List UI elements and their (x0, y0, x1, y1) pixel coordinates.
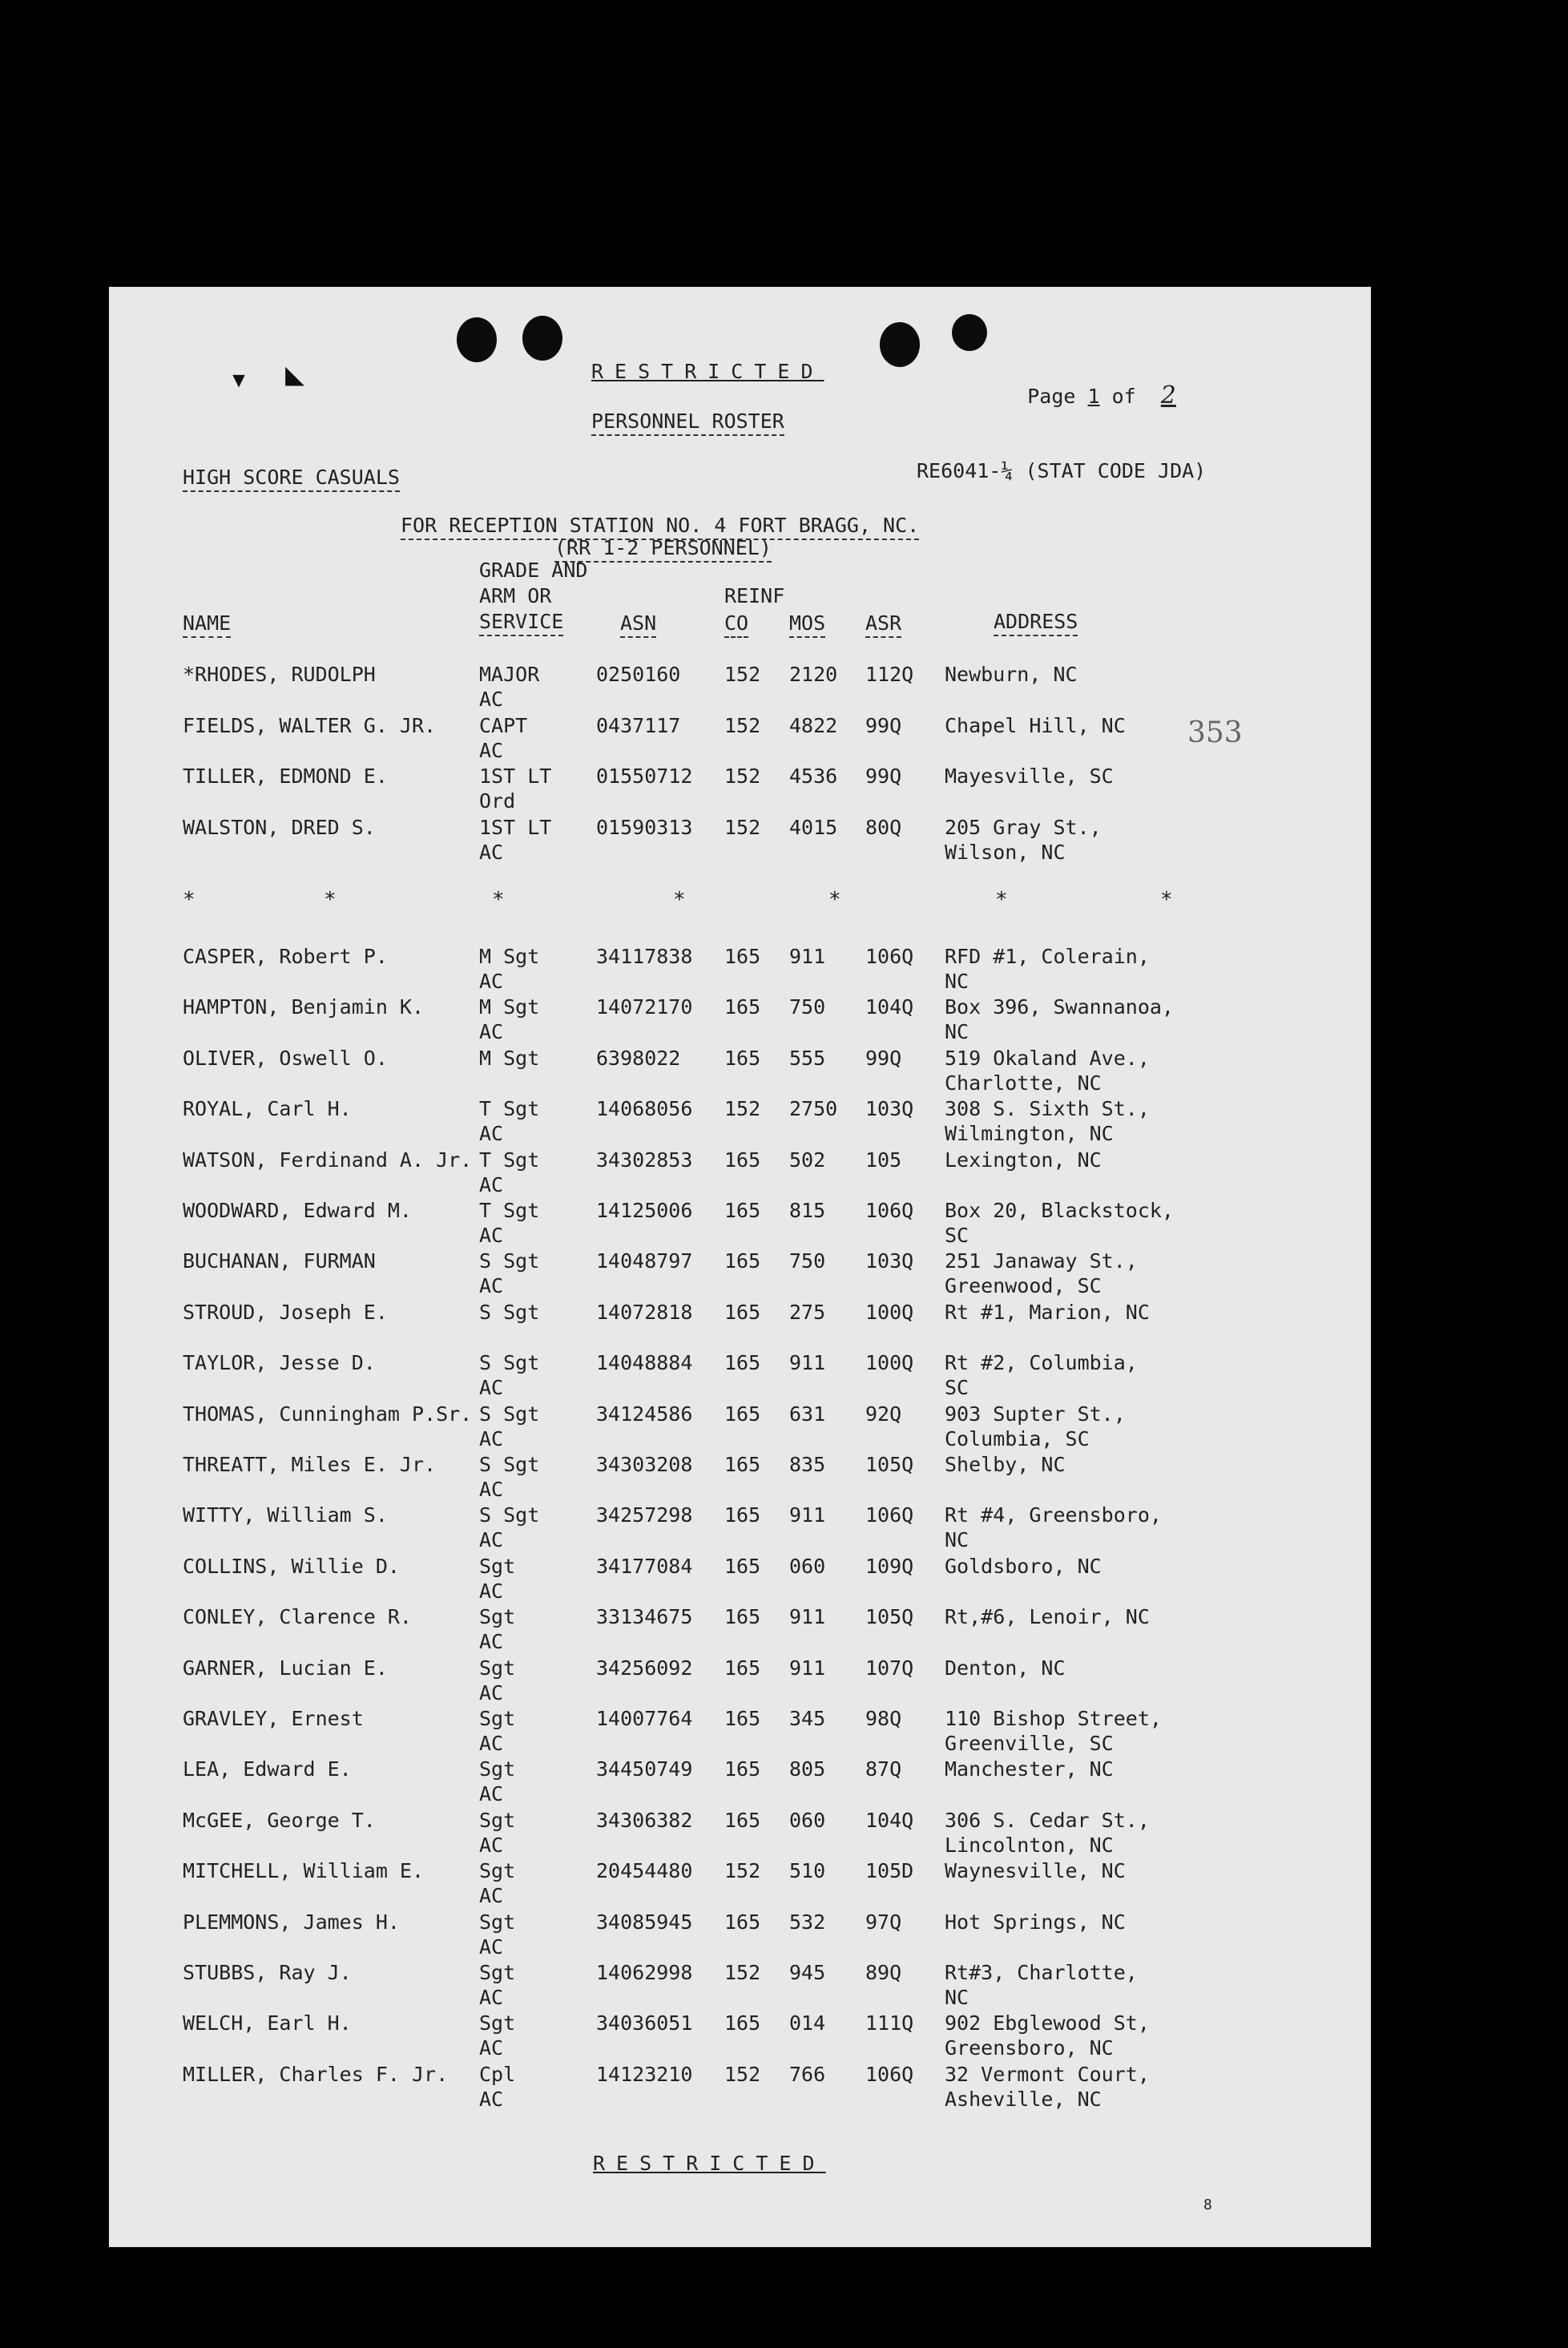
grade: Sgt (479, 1859, 516, 1883)
grade: M Sgt (479, 1046, 540, 1070)
asn: 34302853 (596, 1148, 693, 1172)
asr: 107Q (865, 1656, 914, 1680)
address-line1: Rt #1, Marion, NC (945, 1300, 1150, 1324)
roster-row (109, 815, 1371, 866)
person-name: PLEMMONS, James H. (183, 1910, 400, 1934)
asn: 34306382 (596, 1808, 693, 1832)
reinf-co: 165 (724, 2011, 761, 2035)
address-line2: NC (945, 1986, 969, 2009)
address-line2: Wilmington, NC (945, 1122, 1114, 1146)
separator-star: * (673, 888, 686, 912)
mos: 945 (789, 1961, 826, 1984)
address-line1: 306 S. Cedar St., (945, 1808, 1150, 1832)
asr: 106Q (865, 2062, 914, 2086)
asr: 99Q (865, 1046, 902, 1070)
grade: Sgt (479, 1808, 516, 1832)
address-line1: 110 Bishop Street, (945, 1707, 1162, 1730)
mos: 766 (789, 2062, 826, 2086)
address-line1: 205 Gray St., (945, 815, 1102, 839)
mos: 555 (789, 1046, 826, 1070)
roster-row (109, 1604, 1371, 1656)
roster-row (109, 944, 1371, 995)
arm-or-service: AC (479, 1579, 504, 1603)
arm-or-service: AC (479, 1528, 504, 1552)
address-line2: Wilson, NC (945, 840, 1066, 864)
grade: Sgt (479, 1656, 516, 1680)
grade: Sgt (479, 1707, 516, 1730)
address-line1: Rt,#6, Lenoir, NC (945, 1605, 1150, 1629)
grade: Sgt (479, 1757, 516, 1781)
arm-or-service: AC (479, 688, 504, 711)
address-line2: Greensboro, NC (945, 2036, 1114, 2060)
grade: Sgt (479, 1554, 516, 1578)
asr: 103Q (865, 1097, 914, 1121)
address-line1: 308 S. Sixth St., (945, 1097, 1150, 1121)
roster-row (109, 994, 1371, 1046)
address-line1: 902 Ebglewood St, (945, 2011, 1150, 2035)
arm-or-service: AC (479, 970, 504, 993)
address-line1: Waynesville, NC (945, 1859, 1126, 1883)
separator-star: * (183, 888, 195, 912)
reinf-co: 165 (724, 1249, 761, 1273)
grade: S Sgt (479, 1402, 540, 1426)
asn: 34303208 (596, 1453, 693, 1476)
reinf-co: 165 (724, 1910, 761, 1934)
grade: Sgt (479, 2011, 516, 2035)
asr: 109Q (865, 1554, 914, 1578)
asn: 34124586 (596, 1402, 693, 1426)
roster-row (109, 1046, 1371, 1097)
roster-row (109, 2062, 1371, 2113)
roster-row (109, 1858, 1371, 1910)
roster-row (109, 1249, 1371, 1300)
grade: Sgt (479, 1910, 516, 1934)
col-co: CO (724, 611, 748, 638)
roster-row (109, 1706, 1371, 1757)
person-name: OLIVER, Oswell O. (183, 1046, 388, 1070)
person-name: CONLEY, Clarence R. (183, 1605, 412, 1629)
address-line1: 251 Janaway St., (945, 1249, 1138, 1273)
reinf-co: 165 (724, 1503, 761, 1527)
reinf-co: 165 (724, 1199, 761, 1222)
roster-row (109, 713, 1371, 765)
col-name: NAME (183, 611, 231, 638)
asr: 98Q (865, 1707, 902, 1730)
person-name: McGEE, George T. (183, 1808, 376, 1832)
arm-or-service: AC (479, 1732, 504, 1755)
mos: 835 (789, 1453, 826, 1476)
grade: S Sgt (479, 1300, 540, 1324)
mos: 750 (789, 995, 826, 1019)
roster-row (109, 1452, 1371, 1503)
asn: 14048797 (596, 1249, 693, 1273)
mos: 2750 (789, 1097, 838, 1121)
asn: 14007764 (596, 1707, 693, 1730)
address-line1: Goldsboro, NC (945, 1554, 1102, 1578)
punch-hole (457, 317, 497, 362)
asr: 105 (865, 1148, 902, 1172)
reinf-co: 165 (724, 1554, 761, 1578)
address-line1: Box 20, Blackstock, (945, 1199, 1174, 1222)
asr: 100Q (865, 1300, 914, 1324)
roster-subtitle: PERSONNEL ROSTER (591, 409, 784, 436)
grade: T Sgt (479, 1199, 540, 1222)
separator-star: * (1160, 888, 1173, 912)
corner-mark: 8 (1203, 2197, 1212, 2213)
asr: 106Q (865, 1503, 914, 1527)
asr: 105Q (865, 1453, 914, 1476)
punch-hole (880, 322, 920, 367)
address-line1: Hot Springs, NC (945, 1910, 1126, 1934)
arm-or-service: AC (479, 1122, 504, 1146)
asn: 14123210 (596, 2062, 693, 2086)
asr: 99Q (865, 765, 902, 788)
mos: 275 (789, 1300, 826, 1324)
roster-row (109, 1808, 1371, 1859)
address-line1: 32 Vermont Court, (945, 2062, 1150, 2086)
asr: 80Q (865, 815, 902, 839)
roster-row (109, 1910, 1371, 1961)
reinf-co: 152 (724, 1859, 761, 1883)
reinf-co: 165 (724, 1402, 761, 1426)
reinf-co: 152 (724, 1097, 761, 1121)
reinf-co: 165 (724, 1148, 761, 1172)
person-name: THREATT, Miles E. Jr. (183, 1453, 437, 1476)
roster-row (109, 1757, 1371, 1808)
arm-or-service: AC (479, 1478, 504, 1501)
person-name: WALSTON, DRED S. (183, 815, 376, 839)
mos: 815 (789, 1199, 826, 1222)
person-name: WITTY, William S. (183, 1503, 388, 1527)
roster-row (109, 1503, 1371, 1554)
grade: M Sgt (479, 995, 540, 1019)
asn: 14072818 (596, 1300, 693, 1324)
reinf-co: 152 (724, 663, 761, 686)
mos: 911 (789, 1503, 826, 1527)
document-page (109, 287, 1371, 2247)
col-asr: ASR (865, 611, 901, 638)
separator-star: * (995, 888, 1008, 912)
asn: 34036051 (596, 2011, 693, 2035)
reinf-co: 165 (724, 1605, 761, 1629)
asr: 104Q (865, 1808, 914, 1832)
address-line1: Denton, NC (945, 1656, 1066, 1680)
person-name: MITCHELL, William E. (183, 1859, 425, 1883)
person-name: GARNER, Lucian E. (183, 1656, 388, 1680)
person-name: TAYLOR, Jesse D. (183, 1351, 376, 1375)
asn: 34256092 (596, 1656, 693, 1680)
grade: 1ST LT (479, 765, 552, 788)
reinf-co: 165 (724, 1300, 761, 1324)
arm-or-service: AC (479, 1224, 504, 1247)
col-mos: MOS (789, 611, 825, 638)
roster-row (109, 764, 1371, 815)
roster-row (109, 1198, 1371, 1249)
reinf-co: 152 (724, 1961, 761, 1984)
unit-name: HIGH SCORE CASUALS (183, 465, 400, 492)
asr: 89Q (865, 1961, 902, 1984)
address-line1: 903 Supter St., (945, 1402, 1126, 1426)
asn: 14068056 (596, 1097, 693, 1121)
reinf-co: 165 (724, 945, 761, 968)
address-line1: Lexington, NC (945, 1148, 1102, 1172)
asr: 106Q (865, 945, 914, 968)
reinf-co: 165 (724, 995, 761, 1019)
asr: 104Q (865, 995, 914, 1019)
person-name: MILLER, Charles F. Jr. (183, 2062, 449, 2086)
asn: 01590313 (596, 815, 693, 839)
grade: Sgt (479, 1961, 516, 1984)
address-line2: SC (945, 1376, 969, 1400)
separator-star: * (828, 888, 841, 912)
col-address: ADDRESS (994, 609, 1078, 636)
mos: 750 (789, 1249, 826, 1273)
punch-hole (522, 316, 562, 361)
asn: 14072170 (596, 995, 693, 1019)
roster-row (109, 2011, 1371, 2062)
address-line1: RFD #1, Colerain, (945, 945, 1150, 968)
mos: 631 (789, 1402, 826, 1426)
arm-or-service: AC (479, 1020, 504, 1044)
arm-or-service: AC (479, 1833, 504, 1857)
reinf-co: 152 (724, 815, 761, 839)
asr: 106Q (865, 1199, 914, 1222)
mos: 911 (789, 1656, 826, 1680)
address-line1: Shelby, NC (945, 1453, 1066, 1476)
col-grade-line1: GRADE AND (479, 559, 588, 582)
person-name: *RHODES, RUDOLPH (183, 663, 376, 686)
mos: 510 (789, 1859, 826, 1883)
address-line2: NC (945, 970, 969, 993)
roster-row (109, 1554, 1371, 1605)
mos: 2120 (789, 663, 838, 686)
person-name: TILLER, EDMOND E. (183, 765, 388, 788)
person-name: WATSON, Ferdinand A. Jr. (183, 1148, 473, 1172)
arm-or-service: AC (479, 738, 504, 762)
grade: M Sgt (479, 945, 540, 968)
address-line1: 519 Okaland Ave., (945, 1046, 1150, 1070)
arm-or-service: Ord (479, 789, 516, 813)
asr: 92Q (865, 1402, 902, 1426)
col-grade-line2: ARM OR (479, 584, 552, 607)
col-grade-line3: SERVICE (479, 609, 563, 636)
asn: 14062998 (596, 1961, 693, 1984)
arm-or-service: AC (479, 2036, 504, 2060)
asn: 0437117 (596, 713, 681, 737)
asn: 34117838 (596, 945, 693, 968)
margin-number: 353 (1187, 716, 1243, 749)
address-line1: Newburn, NC (945, 663, 1078, 686)
mos: 060 (789, 1554, 826, 1578)
mos: 4015 (789, 815, 838, 839)
address-line1: Mayesville, SC (945, 765, 1114, 788)
roster-row (109, 1960, 1371, 2011)
mos: 345 (789, 1707, 826, 1730)
reinf-co: 165 (724, 1453, 761, 1476)
grade: Sgt (479, 1605, 516, 1629)
mos: 060 (789, 1808, 826, 1832)
person-name: LEA, Edward E. (183, 1757, 352, 1781)
grade: T Sgt (479, 1148, 540, 1172)
asr: 97Q (865, 1910, 902, 1934)
asn: 0250160 (596, 663, 681, 686)
asn: 20454480 (596, 1859, 693, 1883)
address-line1: Chapel Hill, NC (945, 713, 1126, 737)
grade: Cpl (479, 2062, 516, 2086)
roster-row (109, 1300, 1371, 1351)
page-indicator: Page 1 of 2 (1027, 381, 1176, 409)
asr: 111Q (865, 2011, 914, 2035)
asr: 112Q (865, 663, 914, 686)
person-name: HAMPTON, Benjamin K. (183, 995, 425, 1019)
address-line2: Greenville, SC (945, 1732, 1114, 1755)
mos: 805 (789, 1757, 826, 1781)
person-name: ROYAL, Carl H. (183, 1097, 352, 1121)
person-name: THOMAS, Cunningham P.Sr. (183, 1402, 473, 1426)
reinf-co: 165 (724, 1808, 761, 1832)
reinf-co: 165 (724, 1656, 761, 1680)
roster-row (109, 1148, 1371, 1199)
grade: S Sgt (479, 1453, 540, 1476)
arm-or-service: AC (479, 1426, 504, 1450)
address-line2: Lincolnton, NC (945, 1833, 1114, 1857)
person-name: BUCHANAN, FURMAN (183, 1249, 376, 1273)
arm-or-service: AC (479, 840, 504, 864)
separator-star: * (492, 888, 505, 912)
roster-row (109, 1350, 1371, 1402)
person-name: STUBBS, Ray J. (183, 1961, 352, 1984)
mos: 911 (789, 1351, 826, 1375)
arm-or-service: AC (479, 1630, 504, 1654)
address-line2: NC (945, 1020, 969, 1044)
arm-or-service: AC (479, 1376, 504, 1400)
asr: 99Q (865, 713, 902, 737)
arm-or-service: AC (479, 1782, 504, 1806)
mos: 532 (789, 1910, 826, 1934)
asn: 34177084 (596, 1554, 693, 1578)
asr: 105Q (865, 1605, 914, 1629)
stray-mark: ▾ (229, 361, 249, 397)
address-line2: Greenwood, SC (945, 1274, 1102, 1298)
reinf-co: 165 (724, 1757, 761, 1781)
person-name: CASPER, Robert P. (183, 945, 388, 968)
grade: S Sgt (479, 1503, 540, 1527)
arm-or-service: AC (479, 1274, 504, 1298)
reinf-co: 152 (724, 765, 761, 788)
reinf-co: 152 (724, 713, 761, 737)
address-line2: NC (945, 1528, 969, 1552)
grade: MAJOR (479, 663, 540, 686)
col-reinf: REINF (724, 584, 785, 607)
person-name: FIELDS, WALTER G. JR. (183, 713, 437, 737)
reinf-co: 165 (724, 1046, 761, 1070)
reinf-co: 165 (724, 1707, 761, 1730)
restricted-top: RESTRICTED (591, 360, 824, 383)
roster-code: RE6041-¼ (STAT CODE JDA) (917, 459, 1207, 482)
asn: 33134675 (596, 1605, 693, 1629)
person-name: COLLINS, Willie D. (183, 1554, 400, 1578)
grade: CAPT (479, 713, 528, 737)
arm-or-service: AC (479, 1934, 504, 1959)
address-line2: Columbia, SC (945, 1426, 1090, 1450)
separator-stars (109, 888, 1371, 914)
grade: S Sgt (479, 1249, 540, 1273)
reinf-co: 165 (724, 1351, 761, 1375)
address-line2: Asheville, NC (945, 2087, 1102, 2111)
reinf-co: 152 (724, 2062, 761, 2086)
asn: 34450749 (596, 1757, 693, 1781)
arm-or-service: AC (479, 1172, 504, 1196)
asr: 87Q (865, 1757, 902, 1781)
arm-or-service: AC (479, 2087, 504, 2111)
mos: 014 (789, 2011, 826, 2035)
asr: 103Q (865, 1249, 914, 1273)
arm-or-service: AC (479, 1986, 504, 2009)
address-line2: Charlotte, NC (945, 1071, 1102, 1095)
col-asn: ASN (620, 611, 656, 638)
separator-star: * (324, 888, 337, 912)
address-line1: Manchester, NC (945, 1757, 1114, 1781)
roster-row (109, 662, 1371, 713)
asn: 6398022 (596, 1046, 681, 1070)
grade: T Sgt (479, 1097, 540, 1121)
person-name: WOODWARD, Edward M. (183, 1199, 412, 1222)
asn: 14048884 (596, 1351, 693, 1375)
asn: 34257298 (596, 1503, 693, 1527)
asn: 14125006 (596, 1199, 693, 1222)
stray-mark: ◣ (285, 356, 305, 393)
station-line: FOR RECEPTION STATION NO. 4 FORT BRAGG, NC. (401, 513, 919, 540)
arm-or-service: AC (479, 1680, 504, 1705)
asn: 34085945 (596, 1910, 693, 1934)
person-name: STROUD, Joseph E. (183, 1300, 388, 1324)
mos: 911 (789, 1605, 826, 1629)
mos: 4822 (789, 713, 838, 737)
asn: 01550712 (596, 765, 693, 788)
asr: 100Q (865, 1351, 914, 1375)
arm-or-service: AC (479, 1884, 504, 1908)
restricted-bottom: RESTRICTED (593, 2152, 826, 2175)
rr-line: (RR 1-2 PERSONNEL) (554, 535, 772, 563)
grade: S Sgt (479, 1351, 540, 1375)
roster-row (109, 1096, 1371, 1148)
roster-row (109, 1656, 1371, 1707)
mos: 4536 (789, 765, 838, 788)
roster-row (109, 1402, 1371, 1453)
address-line1: Box 396, Swannanoa, (945, 995, 1174, 1019)
asr: 105D (865, 1859, 914, 1883)
punch-hole (952, 314, 987, 351)
address-line1: Rt #4, Greensboro, (945, 1503, 1162, 1527)
person-name: GRAVLEY, Ernest (183, 1707, 364, 1730)
address-line2: SC (945, 1224, 969, 1247)
mos: 502 (789, 1148, 826, 1172)
address-line1: Rt#3, Charlotte, (945, 1961, 1138, 1984)
person-name: WELCH, Earl H. (183, 2011, 352, 2035)
address-line1: Rt #2, Columbia, (945, 1351, 1138, 1375)
grade: 1ST LT (479, 815, 552, 839)
mos: 911 (789, 945, 826, 968)
